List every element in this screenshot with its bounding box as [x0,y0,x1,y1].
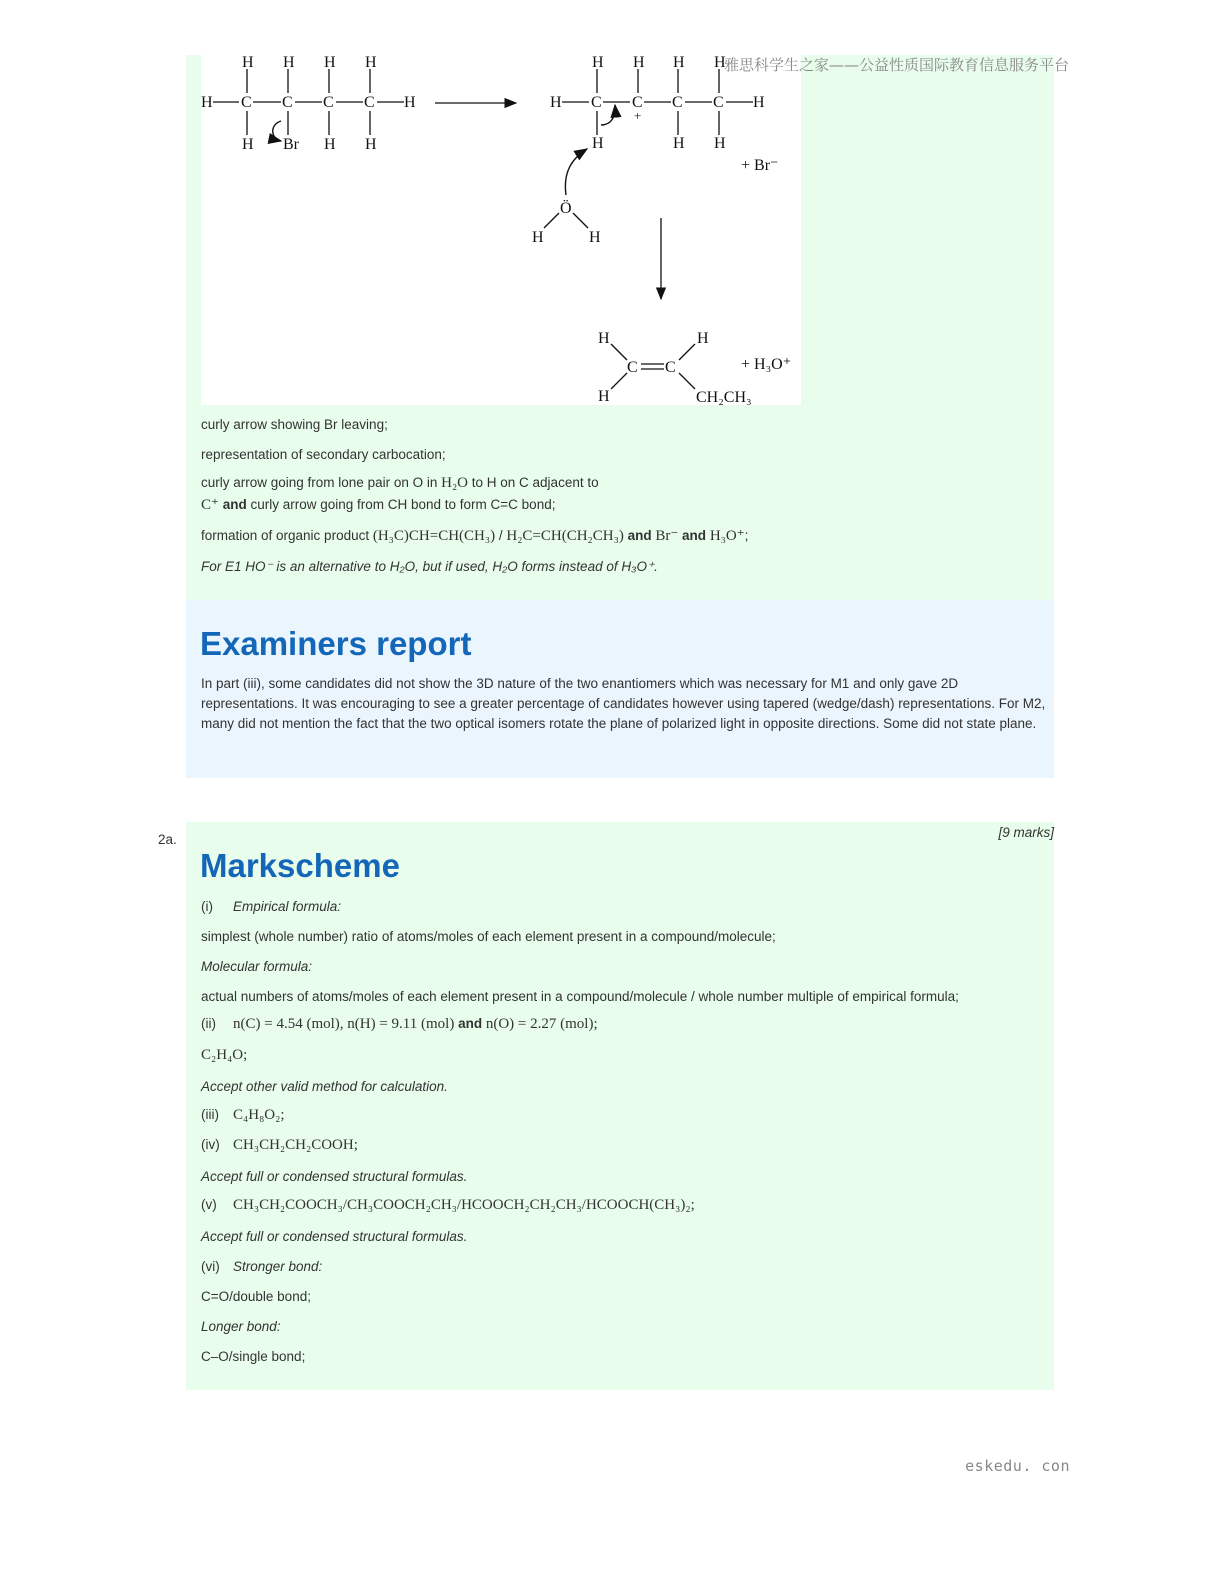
formula-moles-c-h: n(C) = 4.54 (mol), n(H) = 9.11 (mol) [233,1016,455,1032]
roman-numeral: (vi) [201,1259,220,1274]
atom-h: H [714,55,726,71]
ms-line-carbocation: representation of secondary carbocation; [201,447,446,462]
formula-c-plus: C⁺ [201,497,219,513]
formula-moles-o: n(O) = 2.27 (mol); [485,1016,598,1032]
atom-h: H [714,135,726,152]
atom-h: H [324,136,336,153]
formula-bromide: Br⁻ [655,528,679,544]
roman-numeral: (v) [201,1197,217,1212]
atom-c: C [591,94,602,111]
calc-note [201,1079,448,1094]
atom-h: H [673,135,685,152]
formula-hydronium: H₃O⁺ [709,528,745,544]
atom-h: H [633,55,645,71]
part-vi-label [201,1259,322,1274]
atom-h: H [242,55,254,71]
text-span: ; [744,528,749,543]
carbocation-charge: + [634,108,642,123]
formula-product-1: (H₃C)CH=CH(CH₃) [372,528,496,544]
atom-h: H [365,55,377,71]
molecular-label-text: Molecular formula: [201,959,313,974]
longer-bond-answer: C–O/single bond; [201,1349,306,1364]
e1-note-text: For E1 HO⁻ is an alternative to H₂O, but if used, H₂O forms instead of H₃O⁺. [201,559,658,574]
atom-h: H [404,94,416,111]
formula-h2o: H₂O [441,475,469,491]
structural-note-2 [201,1229,467,1244]
atom-c: C [665,359,676,376]
structural-note-text: Accept full or condensed structural formulas. [201,1229,468,1244]
atom-h: H [324,55,336,71]
atom-h: H [532,229,544,246]
atom-h: H [589,229,601,246]
text-span: curly arrow going from lone pair on O in [201,475,442,490]
part-iv-answer [201,1137,358,1154]
bromide-ion: + Br⁻ [741,157,779,174]
molecular-label [201,959,312,974]
empirical-label: Empirical formula: [233,899,342,914]
examiners-report-body: In part (iii), some candidates did not show the 3D nature of the two enantiomers which was necessary for M1 and only gave 2D representations. It was encouraging to see a greater percentage of candidates however using tapered (wedge/dash) representations. For M2, many did not mention the fact that the two optical isomers rotate the plane of polarized light in opposite directions. Some did not state plane. [201,676,1046,731]
atom-h: H [598,388,610,405]
stronger-bond-answer: C=O/double bond; [201,1289,311,1304]
ms-line-br-leaving: curly arrow showing Br leaving; [201,417,388,432]
atom-h: H [592,55,604,71]
roman-numeral: (iv) [201,1137,220,1152]
atom-h: H [753,94,765,111]
atom-c: C [241,94,252,111]
ethyl-group: CH₂CH₃ [696,389,752,405]
part-i-label [201,899,341,914]
atom-h: H [283,55,295,71]
markscheme-title: Markscheme [200,847,400,884]
atom-h: H [242,136,254,153]
marks-label: [9 marks] [998,825,1054,840]
roman-numeral: (iii) [201,1107,219,1122]
atom-o: Ö [560,200,572,217]
text-span: curly arrow going from CH bond to form C=C bond; [246,497,556,512]
and-keyword: and [454,1016,486,1031]
atom-br: Br [283,136,299,153]
and-keyword: and [678,528,710,543]
e1-mechanism-diagram [201,55,801,405]
atom-c: C [627,359,638,376]
text-span: / [495,528,507,543]
examiners-report-title: Examiners report [200,625,472,662]
formula-c2h4o: C₂H₄O; [201,1047,248,1063]
atom-h: H [201,94,213,111]
atom-c: C [364,94,375,111]
atom-h: H [550,94,562,111]
text-span: to H on C adjacent to [468,475,599,490]
ms-line-curly-arrow-o [201,475,599,492]
atom-c: C [323,94,334,111]
atom-h: H [697,330,709,347]
and-keyword: and [623,528,656,543]
part-ii-moles [201,1016,598,1033]
stronger-bond-label: Stronger bond: [233,1259,323,1274]
formula-c4h8o2: C₄H₈O₂; [233,1107,285,1123]
text-span: formation of organic product [201,528,373,543]
question-number: 2a. [158,832,177,847]
formula-product-2: H₂C=CH(CH₂CH₃) [506,528,624,544]
atom-c: C [672,94,683,111]
part-v-answer [201,1197,695,1214]
atom-h: H [598,330,610,347]
atom-h: H [365,136,377,153]
atom-h: H [673,55,685,71]
ms-line-e1-note [201,559,658,575]
formula-esters: CH₃CH₂COOCH₃/CH₃COOCH₂CH₃/HCOOCH₂CH₂CH₃/HCOOCH(CH₃)₂; [233,1197,695,1213]
longer-bond-label-text: Longer bond: [201,1319,281,1334]
atom-c: C [632,94,643,111]
watermark-top: 雅思科学生之家——公益性质国际教育信息服务平台 [723,56,1069,74]
formula-butanoic-acid: CH₃CH₂CH₂COOH; [233,1137,358,1153]
roman-numeral: (i) [201,899,213,914]
ms-line-curly-arrow-ch [201,495,555,514]
atom-h: H [592,135,604,152]
atom-c: C [713,94,724,111]
empirical-formula-answer [201,1047,247,1064]
structural-note-text: Accept full or condensed structural formulas. [201,1169,468,1184]
molecular-definition: actual numbers of atoms/moles of each element present in a compound/molecule / whole number multiple of empirical formula; [201,989,959,1004]
empirical-definition: simplest (whole number) ratio of atoms/moles of each element present in a compound/molecule; [201,929,776,944]
roman-numeral: (ii) [201,1016,216,1031]
hydronium-ion: + H₃O⁺ [741,356,792,373]
part-iii-answer [201,1107,285,1124]
atom-c: C [282,94,293,111]
and-keyword: and [218,497,247,512]
structural-note-1 [201,1169,467,1184]
longer-bond-label [201,1319,281,1334]
watermark-bottom: eskedu. con [965,1457,1070,1475]
calc-note-text: Accept other valid method for calculation. [201,1079,448,1094]
ms-line-products [201,526,748,545]
